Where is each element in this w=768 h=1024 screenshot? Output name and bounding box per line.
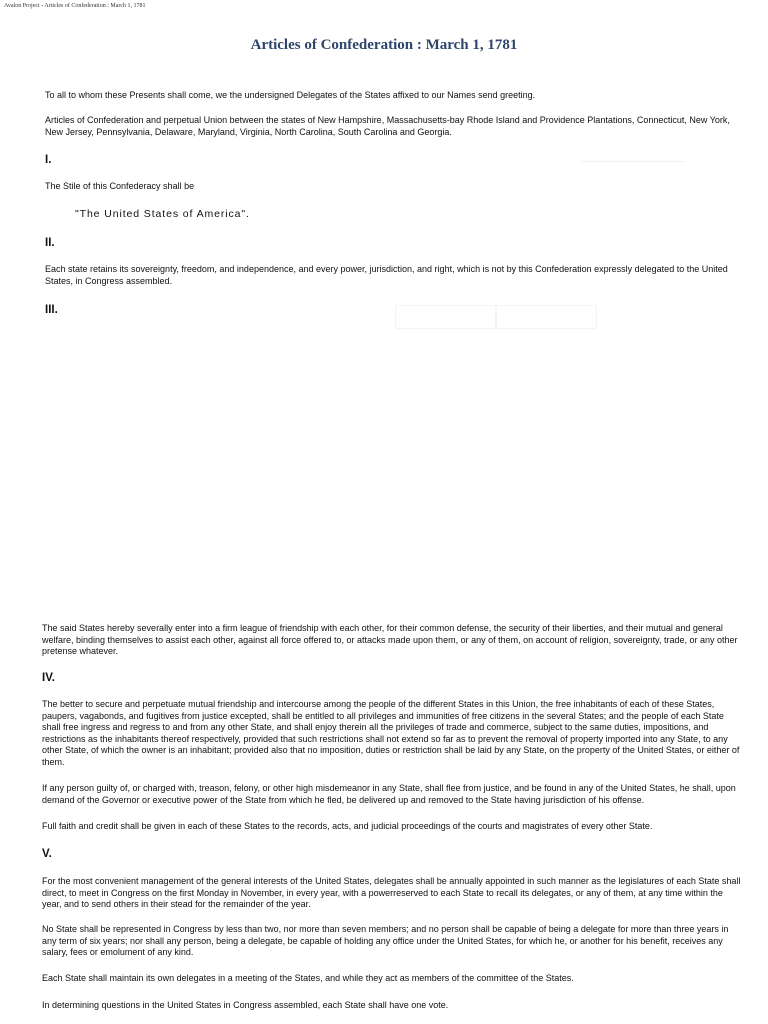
faint-rule xyxy=(580,161,685,162)
article-3-text: The said States hereby severally enter into a firm league of friendship with each other, for their common defense, the security of their liberties, and their mutual and general welfare, binding themselves to assist each other, against all force offered to, or attacks made upon them, or any of them, on account of religion, sovereignty, trade, or any other pretense whatever. xyxy=(42,623,738,656)
article-5-paragraph-1: For the most convenient management of the general interests of the United States, delegates shall be annually appointed in such manner as the legislatures of each State shall direct, to meet in Congress on the first Monday in November, in every year, with a powerreserved to each State to recall its delegates, or any of them, at any time within the year, and to send others in their stead for the remainder of the year. xyxy=(42,876,741,909)
article-5-paragraph-4: In determining questions in the United States in Congress assembled, each State shall have one vote. xyxy=(42,1000,449,1010)
article-5-heading: V. xyxy=(42,848,52,860)
article-4-heading: IV. xyxy=(42,672,56,684)
article-4-paragraph-3: Full faith and credit shall be given in each of these States to the records, acts, and judicial proceedings of the courts and magistrates of every other State. xyxy=(42,821,653,831)
article-1-text: The Stile of this Confederacy shall be xyxy=(45,181,195,191)
page-title: Articles of Confederation : March 1, 1781 xyxy=(250,37,518,53)
browser-print-header: Avalon Project - Articles of Confederation : March 1, 1781 xyxy=(4,3,146,9)
faint-box xyxy=(395,305,497,329)
intro-articles-line: Articles of Confederation and perpetual Union between the states of New Hampshire, Massachusetts-bay Rhode Island and Providence Plantations, Connecticut, New York, New Jersey, Pennsylvania, Delaware, Maryland, Virginia, North Carolina, South Carolina and Georgia. xyxy=(45,115,730,137)
article-1-heading: I. xyxy=(45,154,52,166)
article-4-paragraph-1: The better to secure and perpetuate mutual friendship and intercourse among the people of the different States in this Union, the free inhabitants of each of these States, paupers, vagabonds, and fugitives from justice excepted, shall be entitled to all privileges and immunities of free citizens in the several States; and the people of each State shall free ingress and regress to and from any other State, and shall enjoy therein all the privileges of trade and commerce, subject to the same duties, impositions, and restrictions as the inhabitants thereof respectively, provided that such restrictions shall not extend so far as to prevent the removal of property imported into any State, to any other State, of which the owner is an inhabitant; provided also that no imposition, duties or restriction shall be laid by any State, on the property of the United States, or either of them. xyxy=(42,699,740,767)
article-2-heading: II. xyxy=(45,237,55,249)
intro-greeting: To all to whom these Presents shall come, we the undersigned Delegates of the States affixed to our Names send greeting. xyxy=(45,90,536,100)
article-5-paragraph-3: Each State shall maintain its own delegates in a meeting of the States, and while they act as members of the committee of the States. xyxy=(42,973,574,983)
article-4-paragraph-2: If any person guilty of, or charged with, treason, felony, or other high misdemeanor in any State, shall flee from justice, and be found in any of the United States, he shall, upon demand of the Governor or executive power of the State from which he fled, be delivered up and removed to the State having jurisdiction of his offense. xyxy=(42,783,736,805)
article-1-quote: "The United States of America". xyxy=(75,208,250,220)
article-2-text: Each state retains its sovereignty, freedom, and independence, and every power, jurisdiction, and right, which is not by this Confederation expressly delegated to the United States, in Congress assembled. xyxy=(45,264,728,286)
faint-box xyxy=(495,305,597,329)
article-5-paragraph-2: No State shall be represented in Congress by less than two, nor more than seven members; and no person shall be capable of being a delegate for more than three years in any term of six years; nor shall any person, being a delegate, be capable of holding any office under the United States, for which he, or another for his benefit, receives any salary, fees or emolument of any kind. xyxy=(42,924,729,957)
article-3-heading: III. xyxy=(45,304,58,316)
